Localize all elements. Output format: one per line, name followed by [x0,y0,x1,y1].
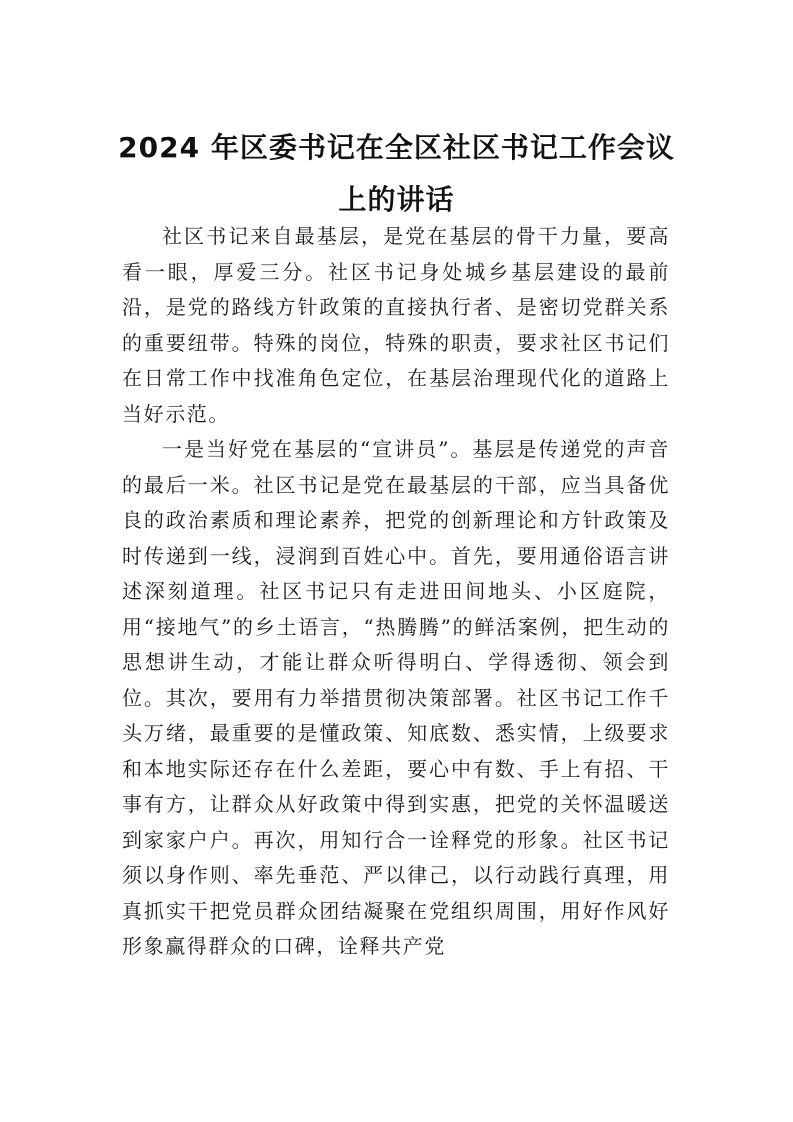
paragraph: 社区书记来自最基层，是党在基层的骨干力量，要高看一眼，厚爱三分。社区书记身处城乡基层建设的最前沿，是党的路线方针政策的直接执行者、是密切党群关系的重要纽带。特殊的岗位，特殊的职责，要求社区书记们在日常工作中找准角色定位，在基层治理现代化的道路上当好示范。 [122,224,670,426]
paragraph: 一是当好党在基层的“宣讲员”。基层是传递党的声音的最后一米。社区书记是党在最基层的干部，应当具备优良的政治素质和理论素养，把党的创新理论和方针政策及时传递到一线，浸润到百姓心中。首先，要用通俗语言讲述深刻道理。社区书记只有走进田间地头、小区庭院，用“接地气”的乡土语言，“热腾腾”的鲜活案例，把生动的思想讲生动，才能让群众听得明白、学得透彻、领会到位。其次，要用有力举措贯彻决策部署。社区书记工作千头万绪，最重要的是懂政策、知底数、悉实情，上级要求和本地实际还存在什么差距，要心中有数、手上有招、干事有方，让群众从好政策中得到实惠，把党的关怀温暖送到家家户户。再次，用知行合一诠释党的形象。社区书记须以身作则、率先垂范、严以律己，以行动践行真理，用真抓实干把党员群众团结凝聚在党组织周围，用好作风好形象赢得群众的口碑，诠释共产党 [122,437,670,958]
document-title [100,122,693,226]
document-body [122,219,670,965]
title-line-2: 上的讲话 [338,183,455,216]
title-line-1: 2024 年区委书记在全区社区书记工作会议 [118,131,675,164]
